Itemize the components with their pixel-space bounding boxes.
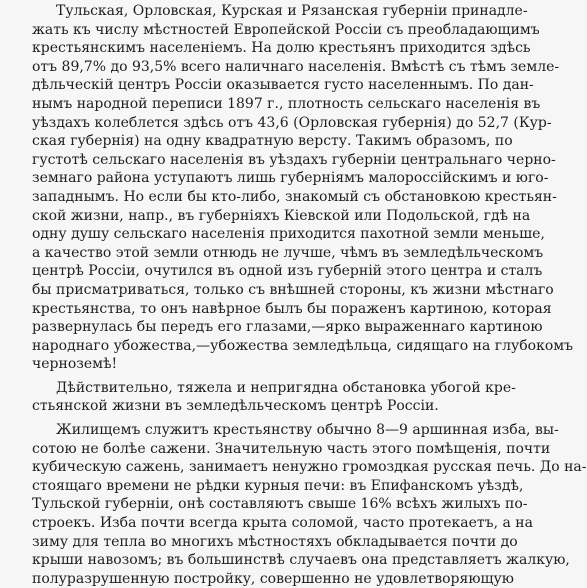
text-line: кубическую сажень, занимаетъ ненужно громоздкая русская печь. До на- <box>32 459 587 476</box>
paragraph-2 <box>32 379 516 416</box>
text-line: дѣльческій центръ Россіи оказывается густо населеннымъ. По дан- <box>32 77 534 94</box>
text-line: Тульская, Орловская, Курская и Рязанская губерніи принадле- <box>56 3 528 19</box>
text-line: ская губернія) на одну квадратную версту. Такимъ образомъ, по <box>32 133 513 150</box>
text-line: сотою не болѣе сажени. Значительную часть этого помѣщенія, почти <box>32 440 551 457</box>
text-line: центрѣ Россіи, очутился въ одной изъ губерній этого центра и сталъ <box>32 263 543 280</box>
text-line: Дѣйствительно, тяжела и непригядна обстановка убогой кре- <box>56 379 516 396</box>
text-line: нымъ народной переписи 1897 г., плотность сельскаго населенія въ <box>32 95 541 112</box>
text-line: крестьянства, то онъ навѣрное былъ бы пораженъ картиною, которая <box>32 300 552 317</box>
text-line: земнаго района уступаютъ лишь губерніямъ малороссійскимъ и юго- <box>32 170 549 187</box>
text-line: западнымъ. Но если бы кто-либо, знакомый съ обстановкою крестьян- <box>32 188 557 205</box>
text-line: отъ 89,7% до 93,5% всего наличнаго населенія. Вмѣстѣ съ тѣмъ земле- <box>32 58 560 75</box>
text-line: крыши навозомъ; въ большинствѣ случаевъ она представляетъ жалкую, <box>32 552 570 569</box>
text-line: уѣздахъ колеблется здѣсь отъ 43,6 (Орловская губернія) до 52,7 (Кур- <box>32 114 552 131</box>
text-line: бы присматриваться, только съ внѣшней стороны, къ жизни мѣстнаго <box>32 281 554 298</box>
text-line: зиму для тепла во многихъ мѣстностяхъ обкладывается почти до <box>32 533 518 550</box>
paragraph-3 <box>32 421 587 588</box>
text-line: крестьянскимъ населеніемъ. На долю крестьянъ приходится здѣсь <box>32 40 531 57</box>
text-line: народнаго убожества,—убожества земледѣльца, сидящаго на глубокомъ <box>32 337 574 354</box>
text-line: Жилищемъ служитъ крестьянству обычно 8—9 аршинная изба, вы- <box>56 422 559 439</box>
paragraph-1 <box>32 2 574 374</box>
text-line: одну душу сельскаго населенія приходится пахотной земли меньше, <box>32 226 545 243</box>
document-text <box>32 2 587 588</box>
text-line: а качество этой земли отнюдь не лучше, чѣмъ въ земледѣльческомъ <box>32 244 544 261</box>
text-line: стьянской жизни въ земледѣльческомъ центрѣ Россіи. <box>32 398 439 415</box>
text-line: полуразрушенную постройку, совершенно не удовлетворяющую <box>32 570 514 587</box>
text-line: развернулась бы передъ его глазами,—ярко выраженнаго картиною <box>32 319 543 336</box>
text-line: строекъ. Изба почти всегда крыта соломой, часто протекаетъ, а на <box>32 515 533 532</box>
text-line: черноземѣ! <box>32 356 118 373</box>
text-line: жать къ числу мѣстностей Европейской Россіи съ преобладающимъ <box>32 21 540 38</box>
text-line: густотѣ сельскаго населенія въ уѣздахъ губерніи центральнаго черно- <box>32 151 556 168</box>
text-line: стоящаго времени не рѣдки курныя печи: въ Епифанскомъ уѣздѣ, <box>32 477 524 494</box>
text-line: ской жизни, напр., въ губерніяхъ Кіевской или Подольской, гдѣ на <box>32 207 531 224</box>
text-line: Тульской губерніи, онѣ составляютъ свыше 16% всѣхъ жилыхъ по- <box>32 496 528 513</box>
